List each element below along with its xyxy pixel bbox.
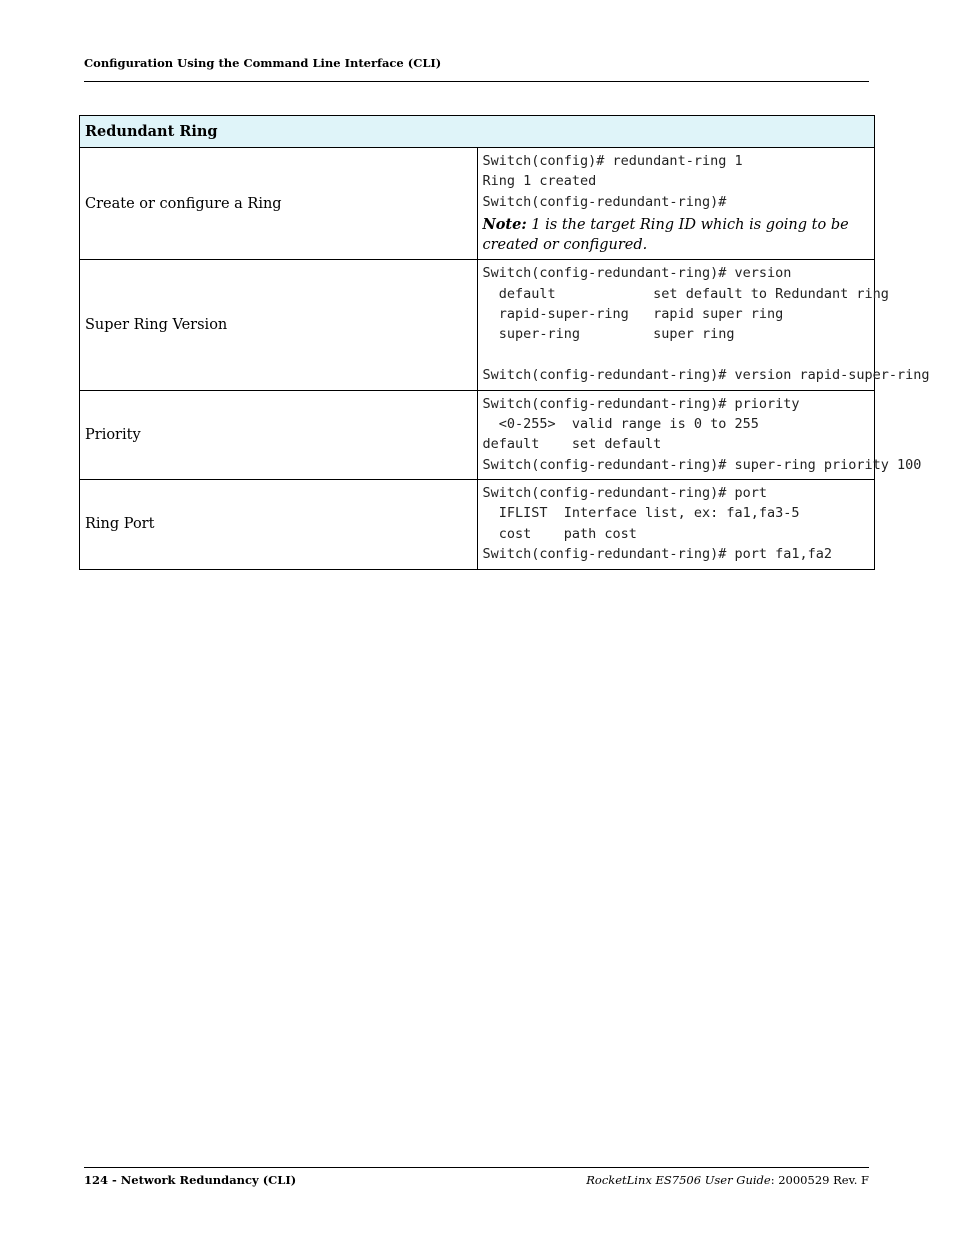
code-line: Switch(config-redundant-ring)# version rapid-super-ring	[482, 367, 930, 384]
code-line: Switch(config)# redundant-ring 1	[482, 153, 743, 169]
row-label-create-ring: Create or configure a Ring	[80, 148, 478, 260]
code-line: <0-255> valid range is 0 to 255	[482, 415, 759, 432]
code-line: super-ring super ring	[482, 326, 735, 343]
note	[483, 215, 870, 255]
footer-divider	[84, 1167, 869, 1168]
footer-product-name: RocketLinx ES7506 User Guide	[586, 1173, 771, 1187]
footer-page-label: 124 - Network Redundancy (CLI)	[84, 1173, 297, 1187]
note-text: 1 is the target Ring ID which is going to be created or configured.	[482, 217, 849, 254]
table-title-row	[80, 116, 875, 148]
page-header: Configuration Using the Command Line Interface (CLI)	[84, 56, 442, 70]
code-line: Switch(config-redundant-ring)# port fa1,fa2	[482, 546, 832, 563]
code-line: default set default to Redundant ring	[482, 285, 889, 302]
table-row	[80, 390, 875, 480]
note-label: Note:	[482, 216, 527, 234]
redundant-ring-table	[79, 115, 930, 570]
command-block-priority	[477, 390, 922, 480]
code-line: Switch(config-redundant-ring)#	[482, 193, 727, 210]
table-row	[80, 480, 875, 570]
footer-revision: : 2000529 Rev. F	[770, 1173, 869, 1187]
footer-document-info	[586, 1173, 869, 1187]
table-title: Redundant Ring	[80, 116, 875, 148]
table-row	[80, 260, 875, 390]
command-block-super-ring-version	[477, 260, 930, 390]
code-line: default set default	[482, 436, 662, 453]
row-label-super-ring-version: Super Ring Version	[80, 260, 478, 390]
table-row	[80, 148, 875, 260]
code-line: Ring 1 created	[482, 173, 597, 190]
code-line: rapid-super-ring rapid super ring	[482, 305, 784, 322]
code-line: Switch(config-redundant-ring)# super-ring priority 100	[482, 456, 922, 473]
header-divider	[84, 81, 869, 82]
code-line: Switch(config-redundant-ring)# version	[482, 265, 792, 282]
row-label-priority: Priority	[80, 390, 478, 480]
code-line: Switch(config-redundant-ring)# priority	[482, 395, 800, 412]
row-label-ring-port: Ring Port	[80, 480, 478, 570]
code-line: Switch(config-redundant-ring)# port	[482, 485, 767, 502]
code-line-blank	[483, 345, 870, 365]
command-block-create-ring	[477, 148, 875, 260]
code-line: IFLIST Interface list, ex: fa1,fa3-5	[482, 505, 800, 522]
code-line: cost path cost	[482, 525, 637, 542]
command-block-ring-port	[477, 480, 875, 570]
